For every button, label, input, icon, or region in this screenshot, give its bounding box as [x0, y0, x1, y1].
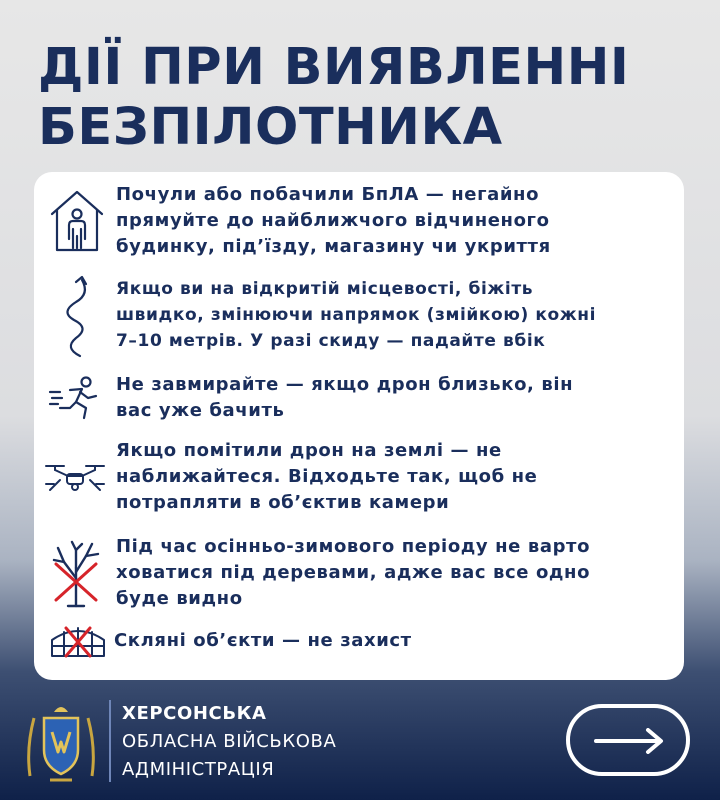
house-with-person-icon — [48, 184, 106, 258]
page-title — [38, 38, 629, 158]
arrow-right-icon — [594, 728, 664, 754]
drone-icon — [44, 460, 106, 500]
org-line-1: ХЕРСОНСЬКА — [122, 703, 267, 724]
title-line-2: БЕЗПІЛОТНИКА — [38, 98, 503, 157]
crossed-greenhouse-icon — [48, 624, 108, 662]
instruction-text: Якщо ви на відкритій місцевості, біжіть швидко, змінюючи напрямок (змійкою) кожні 7–10 метрів. У разі скиду — падайте вбік — [116, 279, 597, 351]
instruction-text: Скляні об’єкти — не захист — [114, 630, 412, 651]
instruction-text: Якщо помітили дрон на землі — не наближайтеся. Відходьте так, щоб не потрапляти в об’єктив камери — [116, 440, 538, 513]
instructions-card — [34, 172, 684, 680]
org-line-2: ОБЛАСНА ВІЙСЬКОВА — [122, 731, 337, 752]
instruction-text: Під час осінньо-зимового періоду не варто ховатися під деревами, адже вас все одно буде видно — [116, 536, 591, 609]
zigzag-arrow-icon — [58, 274, 98, 364]
next-button[interactable] — [566, 704, 690, 776]
organization-name — [122, 700, 336, 784]
crossed-tree-icon — [50, 538, 102, 612]
org-line-3: АДМІНІСТРАЦІЯ — [122, 759, 275, 780]
title-line-1: ДІЇ ПРИ ВИЯВЛЕННІ — [38, 38, 630, 97]
instruction-text: Не завмирайте — якщо дрон близько, він вас уже бачить — [116, 374, 574, 421]
footer-divider — [109, 700, 111, 782]
kherson-coat-of-arms-icon — [24, 698, 98, 786]
instruction-text: Почули або побачили БпЛА — негайно прямуйте до найближчого відчиненого будинку, під’їзду, магазину чи укриття — [116, 184, 551, 257]
running-person-icon — [48, 376, 104, 424]
